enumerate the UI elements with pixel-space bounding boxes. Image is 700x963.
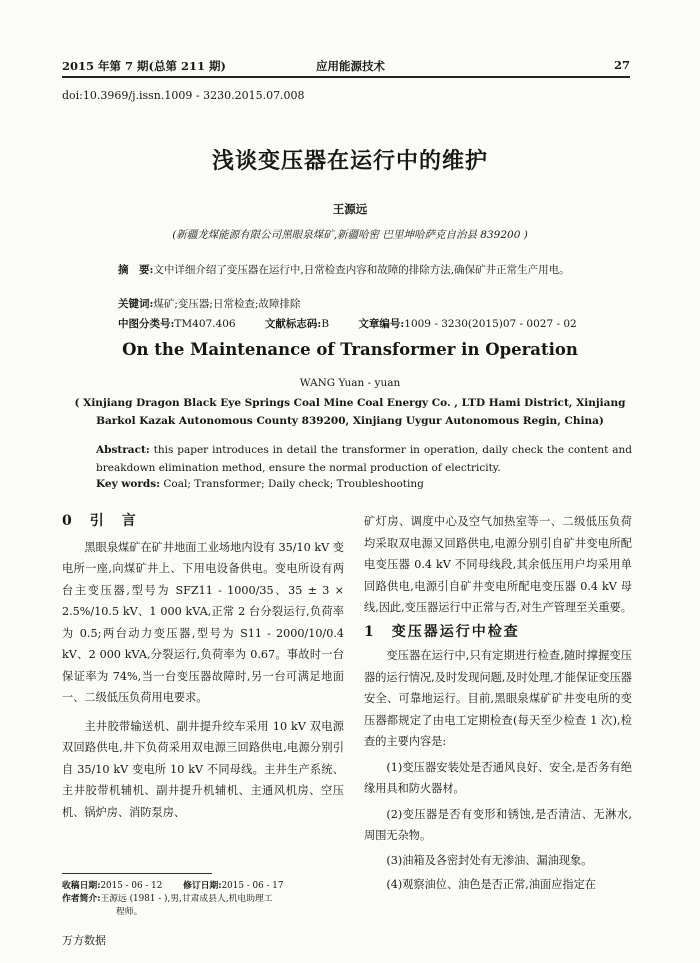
section-1-number: 1 xyxy=(364,623,376,640)
author-en: WANG Yuan - yuan xyxy=(299,377,401,389)
abstract-en xyxy=(96,441,632,477)
check-item-1: (1)变压器安装处是否通风良好、安全,是否务有绝缘用具和防火器材。 xyxy=(364,760,632,795)
article-no-label: 文章编号: xyxy=(358,318,405,330)
footer-watermark: 万方数据 xyxy=(62,934,106,947)
received-date: 2015 - 06 - 12 xyxy=(100,881,163,891)
body-right-column xyxy=(364,511,632,896)
doc-code-label: 文献标志码: xyxy=(264,318,322,330)
section-1-intro: 变压器在运行中,只有定期进行检查,随时撑握变压器的运行情况,及时发现问题,及时处理,才能保证变压器安全、可靠地运行。目前,黑眼泉煤矿矿井变电所的变压器都规定了由电工定期检查(每天至少检查 1 次),检查的主要内容是: xyxy=(364,649,632,748)
header-page-number: 27 xyxy=(614,58,631,72)
intro-paragraph-1: 黑眼泉煤矿在矿井地面工业场地内设有 35/10 kV 变电所一座,向煤矿井上、下用电设备供电。变电所设有两台主变压器,型号为 SFZ11 - 1000/35、35 ± 3 × 2.5%/10.5 kV、1 000 kVA,正常 2 台分裂运行,负荷率为 0.5;两台动力变压器,型号为 S11 - 2000/10/0.4 kV、2 000 kVA,分裂运行,负荷率为 0.67。事故时一台保证率为 74%,当一台变压器故障时,另一台可满足地面一、二级低压负荷用电要求。 xyxy=(62,540,344,704)
section-1-heading xyxy=(364,622,632,644)
author-bio-label: 作者简介: xyxy=(62,894,101,904)
title-cn: 浅谈变压器在运行中的维护 xyxy=(211,148,488,174)
intro-paragraph-2-continued: 矿灯房、调度中心及空气加热室等一、二级低压负荷均采取双电源又回路供电,电源分别引自矿井变电所配电变压器 0.4 kV 不同母线段,其余低压用户均采用单回路供电,电源引自矿井变电所配电变压器 0.4 kV 母线,因此,变压器运行中正常与否,对生产管理至关重要。 xyxy=(364,515,632,614)
body-left-column xyxy=(62,511,344,823)
footnote-rule xyxy=(62,873,212,874)
author-bio: 王源远 (1981 - ),男,甘肃成县人,机电助理工 xyxy=(100,894,273,904)
abstract-en-text: this paper introduces in detail the transformer in operation, daily check the content and breakdown elimination method, ensure the normal production of electricity. xyxy=(96,444,632,474)
author-bio-continued: 程师。 xyxy=(116,907,143,917)
cls-value: TM407.406 xyxy=(174,318,236,330)
keywords-en-label: Key words: xyxy=(96,478,161,490)
revised-date: 2015 - 06 - 17 xyxy=(221,881,284,891)
section-0-title: 引 言 xyxy=(89,513,138,529)
abstract-cn xyxy=(96,262,628,279)
doc-code-value: B xyxy=(321,318,330,330)
section-0-number: 0 xyxy=(62,513,74,529)
classification-line xyxy=(118,316,603,331)
affiliation-en: ( Xinjiang Dragon Black Eye Springs Coal Mine Coal Energy Co. , LTD Hami District, Xinjiang Barkol Kazak Autonomous County 839200, Xinjiang Uygur Autonomous Regin, China) xyxy=(74,397,626,427)
header-rule xyxy=(62,76,630,78)
footnote xyxy=(62,880,344,919)
header-journal: 应用能源技术 xyxy=(316,59,385,73)
keywords-en xyxy=(96,478,424,490)
revised-label: 修订日期: xyxy=(183,881,222,891)
keywords-cn-label: 关键词: xyxy=(118,298,154,310)
keywords-en-text: Coal; Transformer; Daily check; Troubleshooting xyxy=(160,478,424,490)
check-item-4: (4)观察油位、油色是否正常,油面应指定在 xyxy=(386,878,596,891)
affiliation-cn: (新疆龙煤能源有限公司黑眼泉煤矿,新疆哈密 巴里坤哈萨克自治县 839200 ) xyxy=(172,229,528,241)
doi: doi:10.3969/j.issn.1009 - 3230.2015.07.008 xyxy=(62,89,305,102)
abstract-cn-text: 文中详细介绍了变压器在运行中,日常检查内容和故障的排除方法,确保矿井正常生产用电。 xyxy=(153,264,570,276)
abstract-cn-label: 摘 要: xyxy=(118,264,154,276)
received-label: 收稿日期: xyxy=(62,881,101,891)
abstract-en-label: Abstract: xyxy=(96,444,150,456)
header-issue: 2015 年第 7 期(总第 211 期) xyxy=(62,59,226,73)
cls-label: 中图分类号: xyxy=(118,318,175,330)
check-item-3: (3)油箱及各密封处有无渗油、漏油现象。 xyxy=(386,853,593,867)
intro-paragraph-2: 主井胶带输送机、副井提升绞车采用 10 kV 双电源双回路供电,井下负荷采用双电源三回路供电,电源分别引自 35/10 kV 变电所 10 kV 不同母线。主井生产系统、主井胶带机辅机、副井提升机辅机、主通风机房、空压机、锅炉房、消防泵房、 xyxy=(62,719,344,819)
author-cn: 王源远 xyxy=(332,202,368,216)
keywords-cn-text: 煤矿;变压器;日常检查;故障排除 xyxy=(153,298,301,310)
article-no-value: 1009 - 3230(2015)07 - 0027 - 02 xyxy=(404,318,577,330)
keywords-cn xyxy=(118,296,301,311)
check-item-2: (2)变压器是否有变形和锈蚀,是否清洁、无淋水,周围无杂物。 xyxy=(364,807,632,842)
title-en: On the Maintenance of Transformer in Operation xyxy=(122,340,578,359)
section-0-heading xyxy=(62,511,344,533)
section-1-title: 变压器运行中检查 xyxy=(391,623,520,640)
